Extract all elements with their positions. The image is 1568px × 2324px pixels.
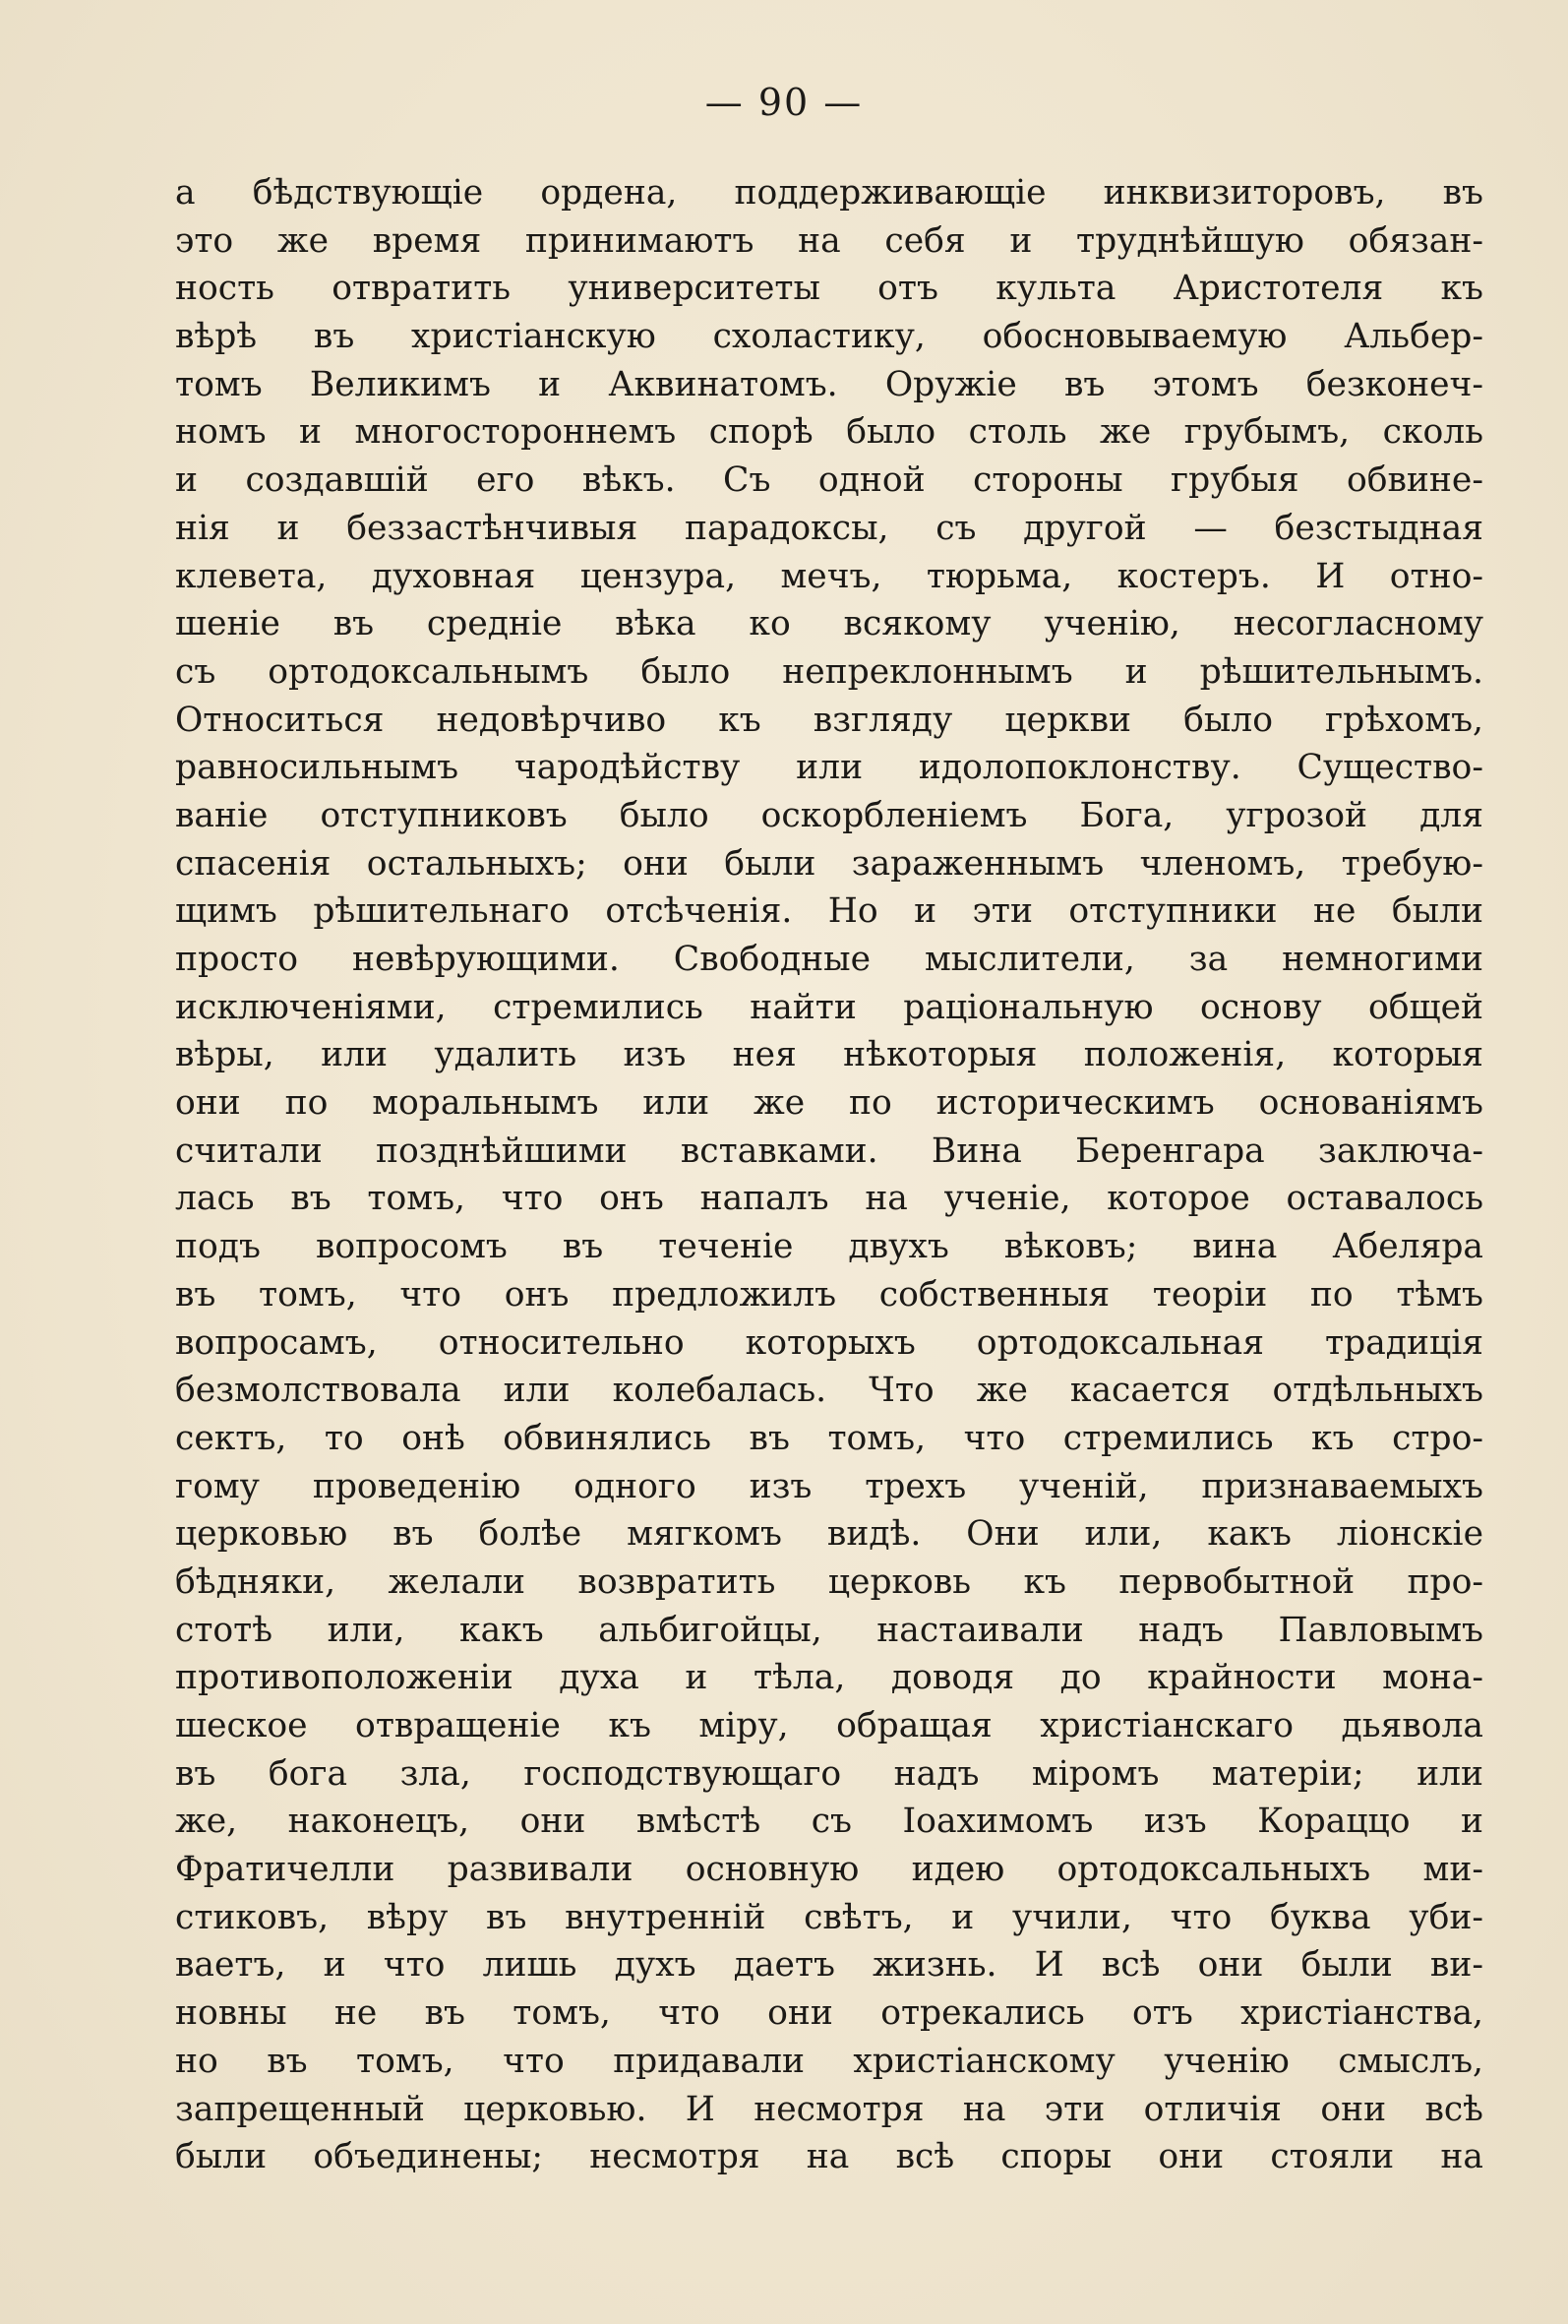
- text-line: это же время принимаютъ на себя и труднѣйшую обязан-: [175, 220, 1483, 261]
- text-line: ваніе отступниковъ было оскорбленіемъ Бога, угрозой для: [175, 795, 1483, 835]
- text-line: а бѣдствующіе ордена, поддерживающіе инквизиторовъ, въ: [175, 173, 1483, 213]
- text-line: съ ортодоксальнымъ было непреклоннымъ и рѣшительнымъ.: [175, 651, 1483, 692]
- text-line: бѣдняки, желали возвратить церковь къ первобытной про-: [175, 1561, 1483, 1602]
- text-line: Фратичелли развивали основную идею ортодоксальныхъ ми-: [175, 1850, 1483, 1890]
- text-line: номъ и многостороннемъ спорѣ было столь же грубымъ, сколь: [175, 412, 1483, 453]
- text-line: сектъ, то онѣ обвинялись въ томъ, что стремились къ стро-: [175, 1418, 1483, 1458]
- body-text: [175, 169, 1483, 2181]
- text-line: считали позднѣйшими вставками. Вина Беренгара заключа-: [175, 1131, 1483, 1171]
- text-line: въ томъ, что онъ предложилъ собственныя теоріи по тѣмъ: [175, 1274, 1483, 1315]
- text-line: нія и беззастѣнчивыя парадоксы, съ другой — безстыдная: [175, 508, 1483, 548]
- text-line: спасенія остальныхъ; они были зараженнымъ членомъ, требую-: [175, 843, 1483, 884]
- text-line: томъ Великимъ и Аквинатомъ. Оружіе въ этомъ безконеч-: [175, 364, 1483, 404]
- text-line: вѣры, или удалить изъ нея нѣкоторыя положенія, которыя: [175, 1035, 1483, 1075]
- text-line: Относиться недовѣрчиво къ взгляду церкви было грѣхомъ,: [175, 700, 1483, 740]
- text-line: лась въ томъ, что онъ напалъ на ученіе, которое оставалось: [175, 1179, 1483, 1219]
- text-line: вопросамъ, относительно которыхъ ортодоксальная традиція: [175, 1322, 1483, 1363]
- text-line: подъ вопросомъ въ теченіе двухъ вѣковъ; вина Абеляра: [175, 1227, 1483, 1267]
- text-line: стотѣ или, какъ альбигойцы, настаивали надъ Павловымъ: [175, 1610, 1483, 1650]
- text-line: щимъ рѣшительнаго отсѣченія. Но и эти отступники не были: [175, 891, 1483, 932]
- text-line: въ бога зла, господствующаго надъ міромъ матеріи; или: [175, 1753, 1483, 1794]
- text-line: клевета, духовная цензура, мечъ, тюрьма, костеръ. И отно-: [175, 556, 1483, 596]
- text-line: ность отвратить университеты отъ культа Аристотеля къ: [175, 269, 1483, 309]
- text-line: противоположеніи духа и тѣла, доводя до крайности мона-: [175, 1658, 1483, 1698]
- text-line: шеніе въ средніе вѣка ко всякому ученію, несогласному: [175, 604, 1483, 644]
- text-line: новны не въ томъ, что они отрекались отъ христіанства,: [175, 1993, 1483, 2034]
- text-line: же, наконецъ, они вмѣстѣ съ Іоахимомъ изъ Кораццо и: [175, 1802, 1483, 1842]
- text-line: церковью въ болѣе мягкомъ видѣ. Они или, какъ ліонскіе: [175, 1514, 1483, 1555]
- text-line: просто невѣрующими. Свободные мыслители, за немногими: [175, 940, 1483, 979]
- text-line: равносильнымъ чародѣйству или идолопоклонству. Существо-: [175, 748, 1483, 788]
- text-line: они по моральнымъ или же по историческимъ основаніямъ: [175, 1083, 1483, 1124]
- text-line: были объединены; несмотря на всѣ споры они стояли на: [175, 2137, 1483, 2177]
- text-line: ваетъ, и что лишь духъ даетъ жизнь. И всѣ они были ви-: [175, 1945, 1483, 1986]
- text-line: стиковъ, вѣру въ внутренній свѣтъ, и учили, что буква уби-: [175, 1897, 1483, 1937]
- text-line: и создавшій его вѣкъ. Съ одной стороны грубыя обвине-: [175, 460, 1483, 501]
- text-line: шеское отвращеніе къ міру, обращая христіанскаго дьявола: [175, 1706, 1483, 1745]
- text-line: но въ томъ, что придавали христіанскому ученію смыслъ,: [175, 2041, 1483, 2081]
- text-line: безмолствовала или колебалась. Что же касается отдѣльныхъ: [175, 1371, 1483, 1411]
- text-line: вѣрѣ въ христіанскую схоластику, обосновываемую Альбер-: [175, 317, 1483, 357]
- text-line: гому проведенію одного изъ трехъ ученій, признаваемыхъ: [175, 1466, 1483, 1506]
- text-line: исключеніями, стремились найти раціональную основу общей: [175, 987, 1483, 1027]
- text-line: запрещенный церковью. И несмотря на эти отличія они всѣ: [175, 2089, 1483, 2129]
- page-number: — 90 —: [704, 81, 864, 124]
